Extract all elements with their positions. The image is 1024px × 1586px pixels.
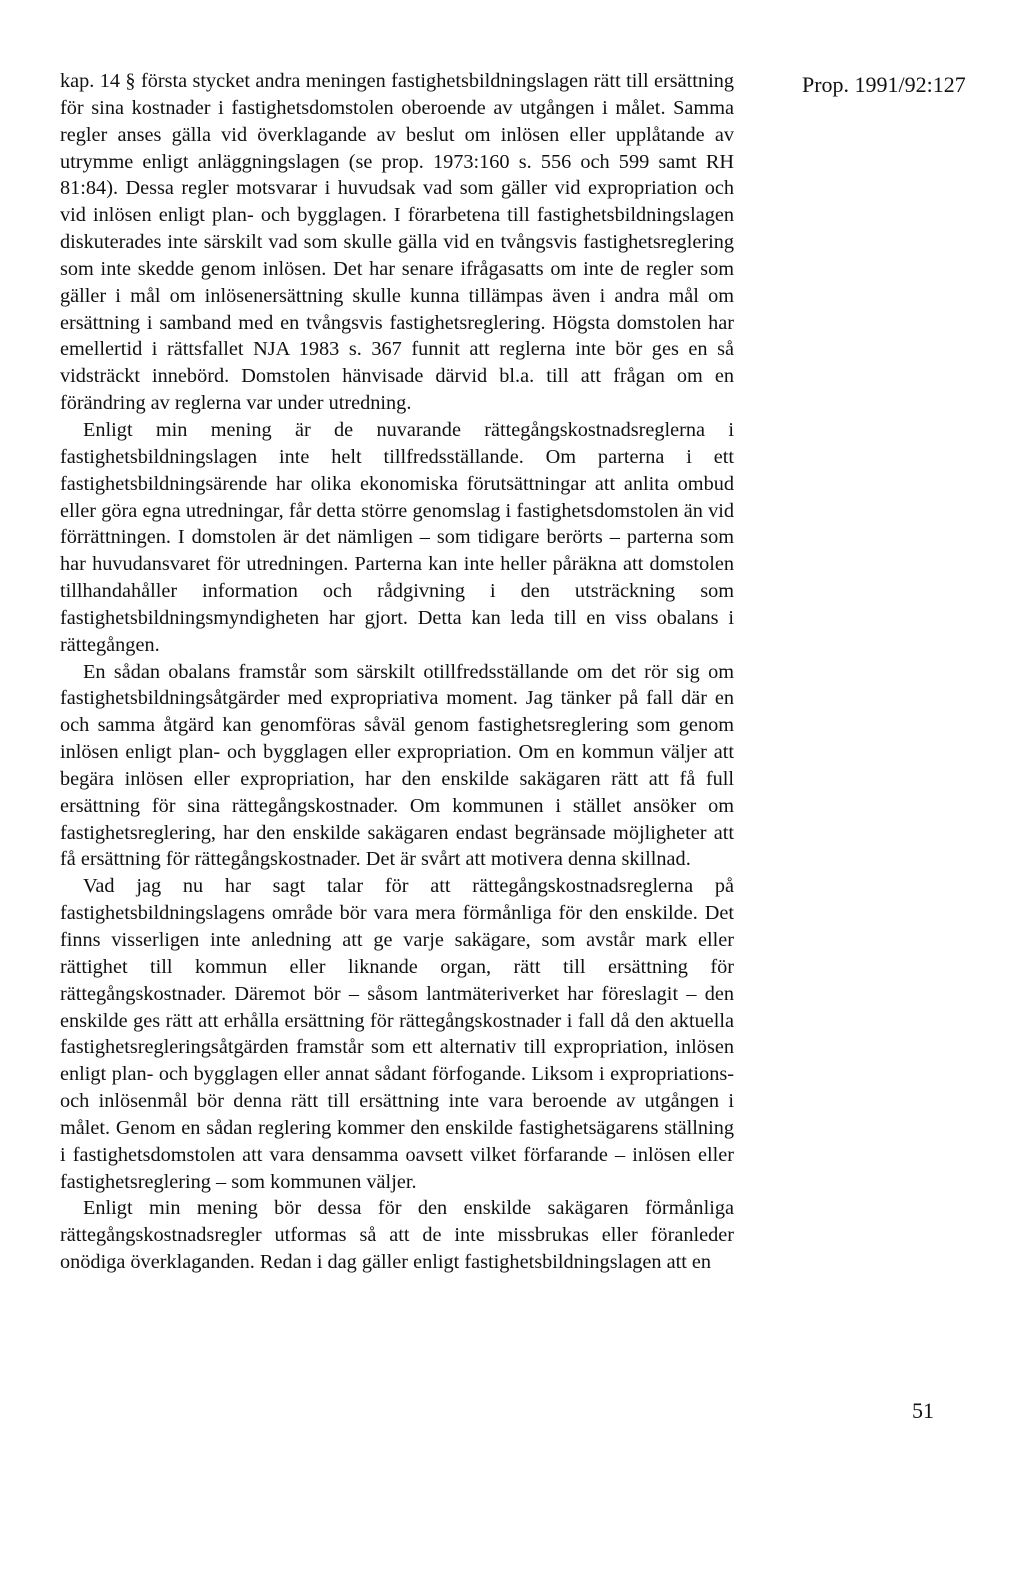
paragraph-3: En sådan obalans framstår som särskilt otillfredsställande om det rör sig om fastighetsbildningsåtgärder med expropriativa moment. Jag tänker på fall där en och samma åtgärd kan genomföras såväl genom fastighetsreglering som genom inlösen enligt plan- och bygglagen eller expropriation. Om en kommun väljer att begära inlösen eller expropriation, har den enskilde sakägaren rätt att få full ersättning för sina rättegångskostnader. Om kommunen i stället ansöker om fastighetsreglering, har den enskilde sakägaren endast begränsade möjligheter att få ersättning för rättegångskostnader. Det är svårt att motivera denna skillnad. (60, 660, 734, 871)
paragraph-2: Enligt min mening är de nuvarande rättegångskostnadsreglerna i fastighetsbildningslagen inte helt tillfredsställande. Om parterna i ett fastighetsbildningsärende har olika ekonomiska förutsättningar att anlita ombud eller göra egna utredningar, får detta större genomslag i fastighetsdomstolen än vid förrättningen. I domstolen är det nämligen – som tidigare berörts – parterna som har huvudansvaret för utredningen. Parterna kan inte heller påräkna att domstolen tillhandahåller information och rådgivning i den utsträckning som fastighetsbildningsmyndigheten har gjort. Detta kan leda till en viss obalans i rättegången. (60, 418, 734, 656)
running-head: Prop. 1991/92:127 (802, 72, 966, 97)
body-text (60, 68, 734, 1276)
page-number: 51 (912, 1398, 934, 1423)
paragraph-4: Vad jag nu har sagt talar för att rättegångskostnadsreglerna på fastighetsbildningslagens område bör vara mera förmånliga för den enskilde. Det finns visserligen inte anledning att ge varje sakägare, som avstår mark eller rättighet till kommun eller liknande organ, rätt till ersättning för rättegångskostnader. Däremot bör – såsom lantmäteriverket har föreslagit – den enskilde ges rätt att erhålla ersättning för rättegångskostnader i fall då den aktuella fastighetsregleringsåtgärden framstår som ett alternativ till expropriation, inlösen enligt plan- och bygglagen eller annat sådant förfogande. Liksom i expropriations- och inlösenmål bör denna rätt till ersättning inte vara beroende av utgången i målet. Genom en sådan reglering kommer den enskilde fastighetsägarens ställning i fastighetsdomstolen att vara densamma oavsett vilket förfarande – inlösen eller fastighetsreglering – som kommunen väljer. (60, 875, 734, 1193)
paragraph-1: kap. 14 § första stycket andra meningen fastighetsbildningslagen rätt till ersättning för sina kostnader i fastighetsdomstolen oberoende av utgången i målet. Samma regler anses gälla vid överklagande av beslut om inlösen eller upplåtande av utrymme enligt anläggningslagen (se prop. 1973:160 s. 556 och 599 samt RH 81:84). Dessa regler motsvarar i huvudsak vad som gäller vid expropriation och vid inlösen enligt plan- och bygglagen. I förarbetena till fastighetsbildningslagen diskuterades inte särskilt vad som skulle gälla vid en tvångsvis fastighetsreglering som inte skedde genom inlösen. Det har senare ifrågasatts om inte de regler som gäller i mål om inlösenersättning skulle kunna tillämpas även i andra mål om ersättning i samband med en tvångsvis fastighetsreglering. Högsta domstolen har emellertid i rättsfallet NJA 1983 s. 367 funnit att reglerna inte bör ges en så vidsträckt innebörd. Domstolen hänvisade därvid bl.a. till att frågan om en förändring av reglerna var under utredning. (60, 70, 734, 415)
paragraph-5: Enligt min mening bör dessa för den enskilde sakägaren förmånliga rättegångskostnadsregler utformas så att de inte missbrukas eller föranleder onödiga överklaganden. Redan i dag gäller enligt fastighetsbildningslagen att en (60, 1197, 734, 1274)
